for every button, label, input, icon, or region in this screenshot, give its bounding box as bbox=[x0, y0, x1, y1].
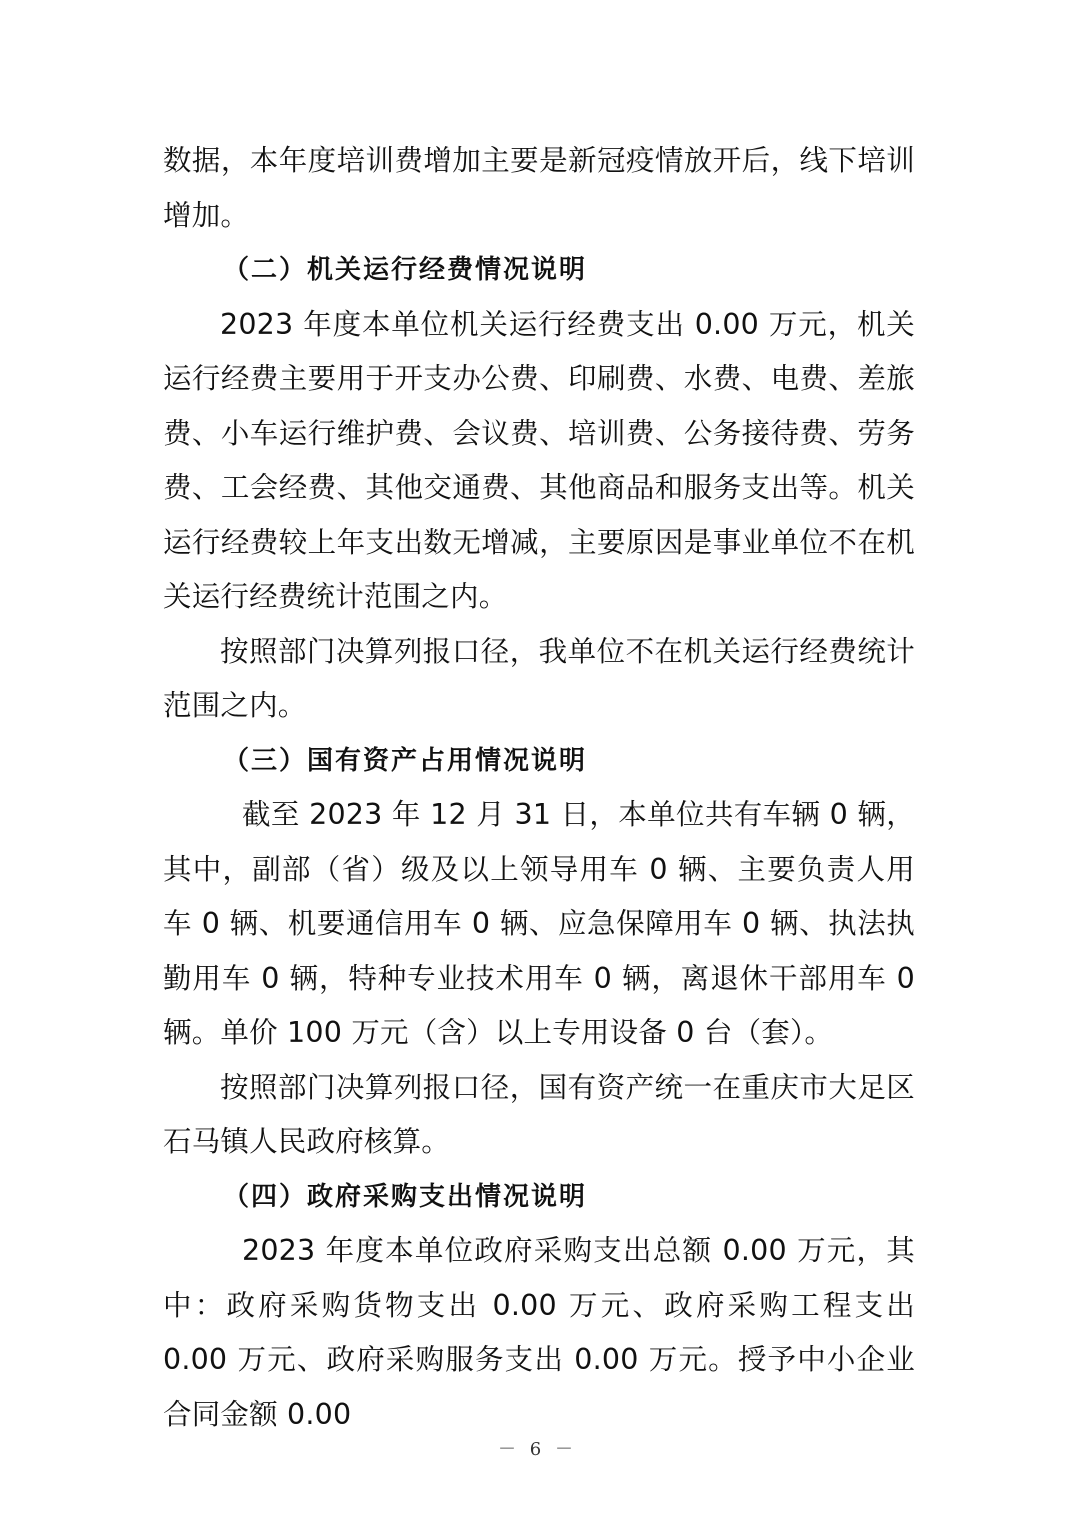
paragraph-procurement: 2023 年度本单位政府采购支出总额 0.00 万元，其中：政府采购货物支出 0.00 万元、政府采购工程支出 0.00 万元、政府采购服务支出 0.00 万元。授予中小企业合同金额 0.00 bbox=[163, 1234, 915, 1431]
heading-government-procurement: （四）政府采购支出情况说明 bbox=[223, 1181, 588, 1212]
page-number: － 6 － bbox=[498, 1439, 577, 1460]
paragraph-assets-accounting: 按照部门决算列报口径，国有资产统一在重庆市大足区石马镇人民政府核算。 bbox=[163, 1070, 915, 1158]
heading-operating-expenses: （二）机关运行经费情况说明 bbox=[223, 255, 588, 285]
heading-state-assets: （三）国有资产占用情况说明 bbox=[223, 745, 588, 776]
page-body bbox=[163, 134, 915, 1442]
paragraph-training-fee: 数据，本年度培训费增加主要是新冠疫情放开后，线下培训增加。 bbox=[163, 144, 915, 232]
paragraph-vehicles: 截至 2023 年 12 月 31 日，本单位共有车辆 0 辆，其中，副部（省）级及以上领导用车 0 辆、主要负责人用车 0 辆、机要通信用车 0 辆、应急保障用车 0 辆、执法执勤用车 0 辆，特种专业技术用车 0 辆，离退休干部用车 0 辆。单价 100 万元（含）以上专用设备 0 台（套）。 bbox=[163, 798, 915, 1049]
paragraph-operating-expenses-scope: 按照部门决算列报口径，我单位不在机关运行经费统计范围之内。 bbox=[163, 634, 915, 722]
paragraph-operating-expenses: 2023 年度本单位机关运行经费支出 0.00 万元，机关运行经费主要用于开支办公费、印刷费、水费、电费、差旅费、小车运行维护费、会议费、培训费、公务接待费、劳务费、工会经费、其他交通费、其他商品和服务支出等。机关运行经费较上年支出数无增减，主要原因是事业单位不在机关运行经费统计范围之内。 bbox=[163, 307, 915, 613]
